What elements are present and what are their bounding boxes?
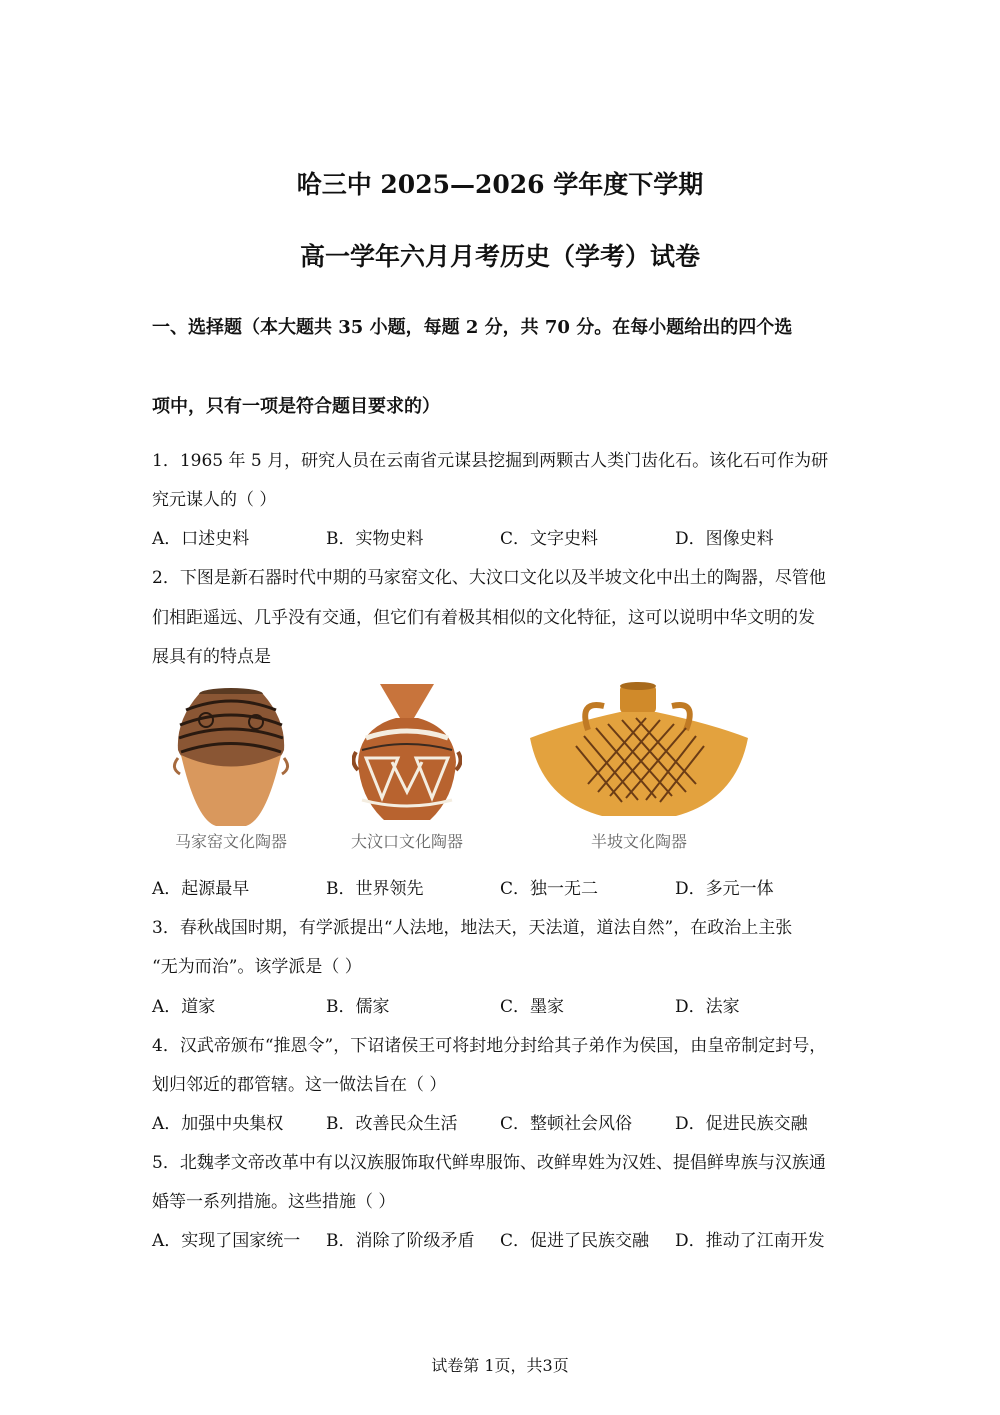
question-4-option-d: D．促进民族交融 [675,1114,808,1134]
banpo-caption: 半坡文化陶器 [590,832,687,851]
page-footer: 试卷第 1页，共3页 [431,1356,569,1375]
question-1-option-d: D．图像史料 [675,529,774,549]
question-3-option-d: D．法家 [675,997,740,1017]
majiayao-caption: 马家窑文化陶器 [174,832,287,851]
question-2-option-b: B．世界领先 [326,879,424,899]
question-2-option-d: D．多元一体 [675,879,774,899]
dawenkou-pottery-image [352,680,462,830]
question-3-option-a: A．道家 [152,997,216,1017]
question-2-line-1: 2．下图是新石器时代中期的马家窑文化、大汶口文化以及半坡文化中出土的陶器，尽管他 [152,568,826,588]
section-heading-line2: 项中，只有一项是符合题目要求的） [152,396,440,417]
question-5-option-b: B．消除了阶级矛盾 [326,1231,475,1251]
question-5-option-d: D．推动了江南开发 [675,1231,825,1251]
question-5-option-c: C．促进了民族交融 [500,1231,650,1251]
question-2-line-2: 们相距遥远、几乎没有交通，但它们有着极其相似的文化特征，这可以说明中华文明的发 [152,608,815,628]
question-3-option-c: C．墨家 [500,997,565,1017]
question-1-line-1: 1．1965 年 5 月，研究人员在云南省元谋县挖掘到两颗古人类门齿化石。该化石可作为研 [152,451,829,471]
question-4-option-c: C．整顿社会风俗 [500,1114,633,1134]
question-5-option-a: A．实现了国家统一 [152,1231,301,1251]
question-4-option-a: A．加强中央集权 [152,1114,284,1134]
question-1-line-2: 究元谋人的（ ） [152,490,277,510]
question-1-option-a: A．口述史料 [152,529,250,549]
question-3-line-1: 3．春秋战国时期，有学派提出“人法地，地法天，天法道，道法自然”，在政治上主张 [152,918,793,938]
question-3-option-b: B．儒家 [326,997,390,1017]
question-2-line-3: 展具有的特点是 [152,647,271,667]
question-4-option-b: B．改善民众生活 [326,1114,458,1134]
question-1-option-c: C．文字史料 [500,529,599,549]
question-2-option-a: A．起源最早 [152,879,250,899]
dawenkou-caption: 大汶口文化陶器 [350,832,463,851]
banpo-pottery-image [526,680,752,830]
question-5-line-2: 婚等一系列措施。这些措施（ ） [152,1192,396,1212]
exam-title-line1: 哈三中 2025—2026 学年度下学期 [296,170,704,199]
exam-title-line2: 高一学年六月月考历史（学考）试卷 [299,242,700,271]
question-3-line-2: “无为而治”。该学派是（ ） [152,957,362,977]
section-heading-line1: 一、选择题（本大题共 35 小题，每题 2 分，共 70 分。在每小题给出的四个选 [152,317,793,338]
question-5-line-1: 5．北魏孝文帝改革中有以汉族服饰取代鲜卑服饰、改鲜卑姓为汉姓、提倡鲜卑族与汉族通 [152,1153,826,1173]
pottery-figure [152,680,772,860]
question-2-option-c: C．独一无二 [500,879,599,899]
question-1-option-b: B．实物史料 [326,529,424,549]
question-4-line-2: 划归邻近的郡管辖。这一做法旨在（ ） [152,1075,447,1095]
question-4-line-1: 4．汉武帝颁布“推恩令”，下诏诸侯王可将封地分封给其子弟作为侯国，由皇帝制定封号， [152,1036,827,1056]
majiayao-pottery-image [166,680,296,830]
